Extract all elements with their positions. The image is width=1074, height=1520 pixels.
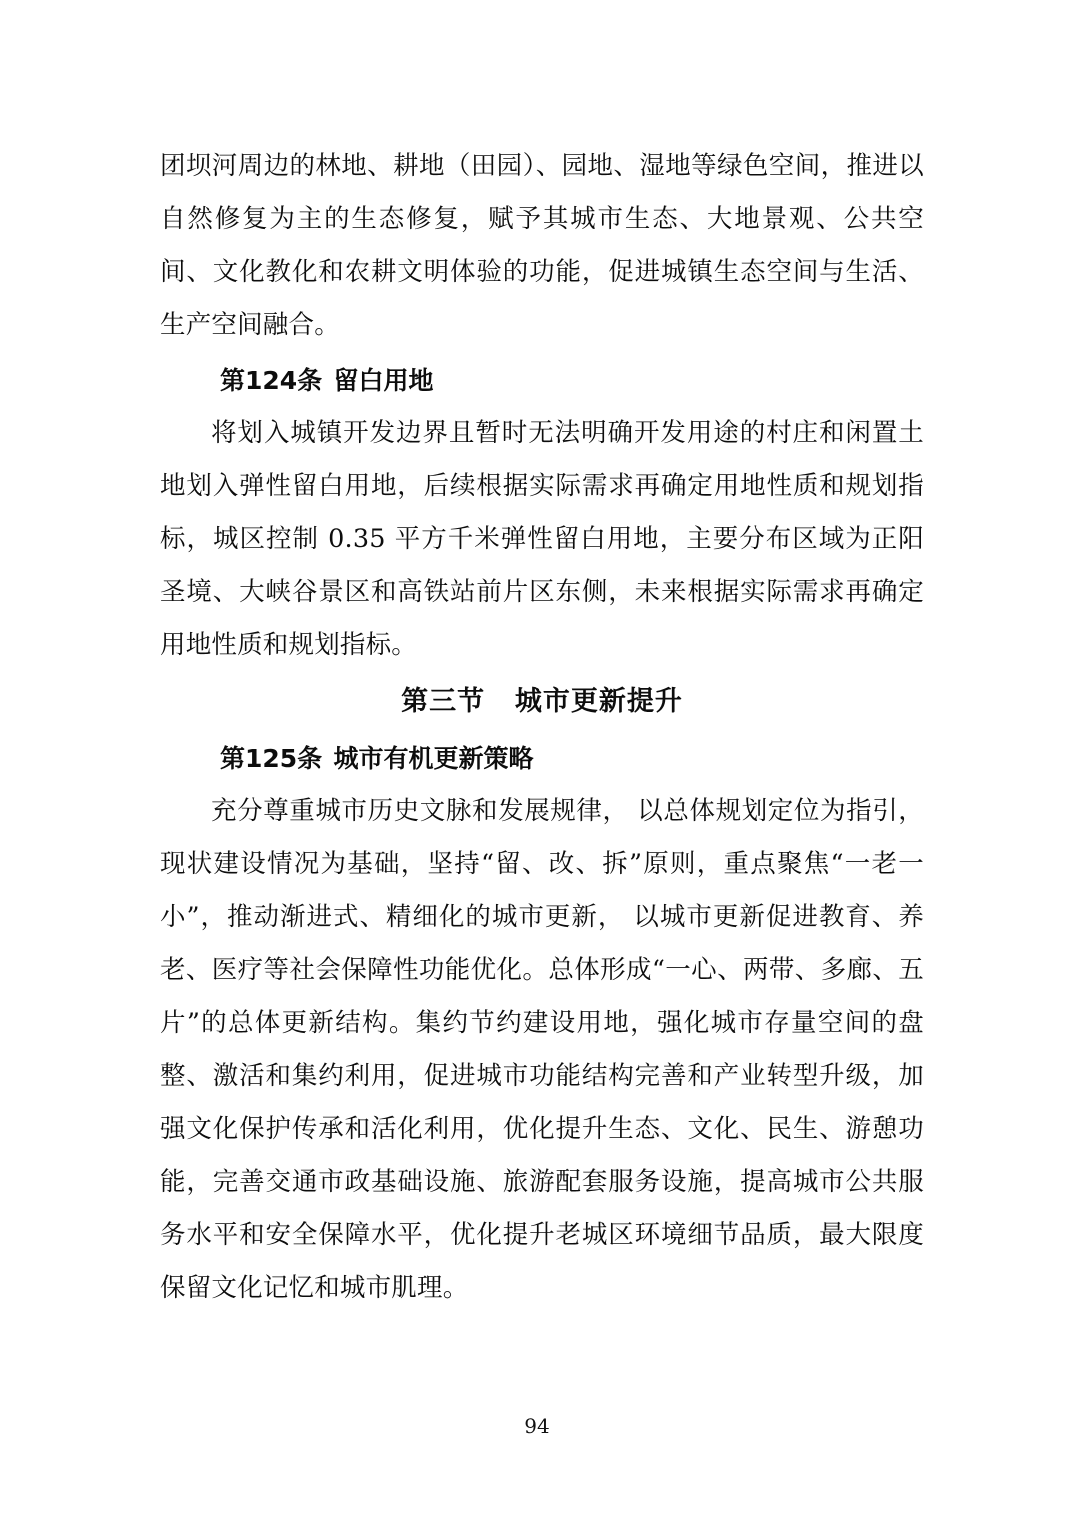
page-number: 94 xyxy=(524,1414,550,1438)
article-number: 第124条 xyxy=(220,366,323,395)
article-number: 第125条 xyxy=(220,744,323,773)
section-heading-three xyxy=(160,672,924,732)
article-title: 留白用地 xyxy=(333,366,434,395)
paragraph-article-125: 充分尊重城市历史文脉和发展规律， 以总体规划定位为指引，现状建设情况为基础，坚持“留、改、拆”原则，重点聚焦“一老一小”，推动渐进式、精细化的城市更新， 以城市更新促进教育、养老、医疗等社会保障性功能优化。总体形成“一心、两带、多廊、五片”的总体更新结构。集约节约建设用地，强化城市存量空间的盘整、激活和集约利用，促进城市功能结构完善和产业转型升级，加强文化保护传承和活化利用，优化提升生态、文化、民生、游憩功能，完善交通市政基础设施、旅游配套服务设施，提高城市公共服务水平和安全保障水平，优化提升老城区环境细节品质，最大限度保留文化记忆和城市肌理。 xyxy=(160,796,924,1303)
article-title: 城市有机更新策略 xyxy=(333,744,534,773)
paragraph-article-124: 将划入城镇开发边界且暂时无法明确开发用途的村庄和闲置土地划入弹性留白用地，后续根据实际需求再确定用地性质和规划指标，城区控制 0.35 平方千米弹性留白用地，主要分布区域为正阳圣境、大峡谷景区和高铁站前片区东侧，未来根据实际需求再确定用地性质和规划指标。 xyxy=(160,418,924,660)
section-title: 城市更新提升 xyxy=(514,686,683,717)
article-heading-125 xyxy=(160,732,924,785)
section-number: 第三节 xyxy=(401,686,486,717)
article-heading-124 xyxy=(160,354,924,407)
paragraph-continuation: 团坝河周边的林地、耕地（田园）、园地、湿地等绿色空间，推进以自然修复为主的生态修复，赋予其城市生态、大地景观、公共空间、文化教化和农耕文明体验的功能，促进城镇生态空间与生活、生产空间融合。 xyxy=(160,151,924,340)
